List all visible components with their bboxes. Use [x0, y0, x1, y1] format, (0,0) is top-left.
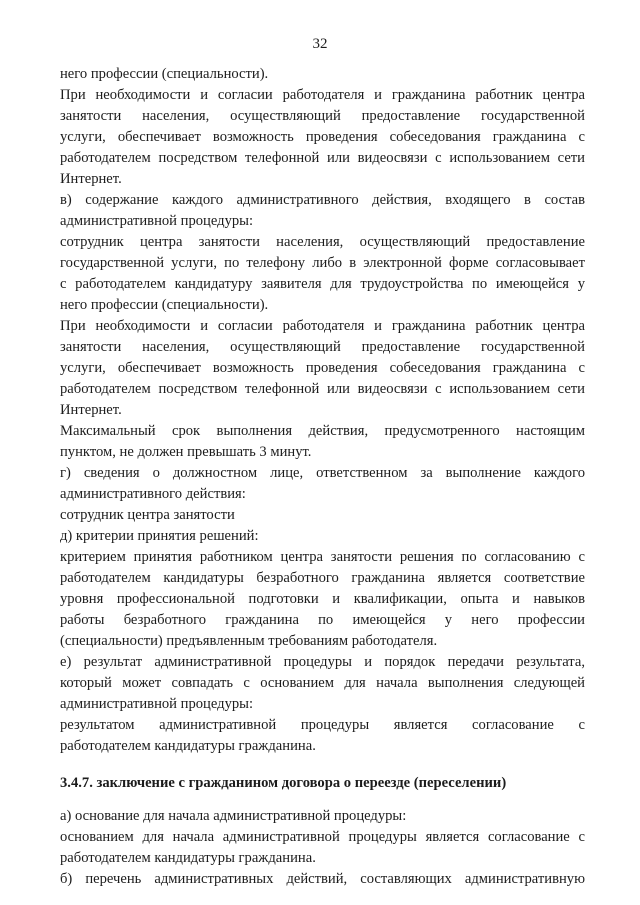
text-line: При необходимости и согласии работодателя и гражданина работник центра	[60, 87, 585, 103]
text-line: него профессии (специальности).	[60, 297, 269, 313]
text-line: пунктом, не должен превышать 3 минут.	[60, 444, 312, 460]
text-line: а) основание для начала административной процедуры:	[60, 808, 407, 824]
page-number: 32	[312, 36, 328, 52]
text-line: услуги, обеспечивает возможность проведения собеседования гражданина с	[60, 360, 585, 376]
text-line: сотрудник центра занятости населения, осуществляющий предоставление	[60, 234, 585, 250]
spacer	[60, 794, 585, 806]
text-line: Интернет.	[60, 402, 122, 418]
text-line: (специальности) предъявленным требованиям работодателя.	[60, 633, 438, 649]
text-line: услуги, обеспечивает возможность проведения собеседования гражданина с	[60, 129, 585, 145]
text-line: работодателем кандидатуры гражданина.	[60, 738, 316, 754]
text-line: административной процедуры:	[60, 696, 254, 712]
text-line: государственной услуги, по телефону либо в электронной форме согласовывает	[60, 255, 585, 271]
text-line: г) сведения о должностном лице, ответственном за выполнение каждого	[60, 465, 585, 481]
section-heading: 3.4.7. заключение с гражданином договора о переезде (переселении)	[60, 775, 507, 791]
text-line: б) перечень административных действий, составляющих административную	[60, 871, 585, 887]
text-line: него профессии (специальности).	[60, 66, 269, 82]
text-line: критерием принятия работником центра занятости решения по согласованию с	[60, 549, 585, 565]
text-line: с работодателем кандидатуру заявителя для трудоустройства по имеющейся у	[60, 276, 585, 292]
text-line: работодателем посредством телефонной или видеосвязи с использованием сети	[60, 381, 585, 397]
paragraph-block-1	[60, 64, 585, 757]
document-body	[60, 64, 585, 890]
text-line: е) результат административной процедуры и порядок передачи результата,	[60, 654, 585, 670]
text-line: При необходимости и согласии работодателя и гражданина работник центра	[60, 318, 585, 334]
text-line: работодателем кандидатуры безработного гражданина является соответствие	[60, 570, 585, 586]
text-line: занятости населения, осуществляющий предоставление государственной	[60, 108, 585, 124]
text-line: работы безработного гражданина по имеющейся у него профессии	[60, 612, 585, 628]
text-line: работодателем посредством телефонной или видеосвязи с использованием сети	[60, 150, 585, 166]
text-line: д) критерии принятия решений:	[60, 528, 259, 544]
text-line: работодателем кандидатуры гражданина.	[60, 850, 316, 866]
text-line: который может совпадать с основанием для начала выполнения следующей	[60, 675, 585, 691]
text-line: Интернет.	[60, 171, 122, 187]
text-line: уровня профессиональной подготовки и квалификации, опыта и навыков	[60, 591, 585, 607]
text-line: административной процедуры:	[60, 213, 254, 229]
spacer	[60, 757, 585, 773]
text-line: занятости населения, осуществляющий предоставление государственной	[60, 339, 585, 355]
paragraph-block-2	[60, 806, 585, 890]
text-line: в) содержание каждого административного действия, входящего в состав	[60, 192, 585, 208]
text-line: сотрудник центра занятости	[60, 507, 235, 523]
text-line: основанием для начала административной процедуры является согласование с	[60, 829, 585, 845]
text-line: административного действия:	[60, 486, 246, 502]
text-line: результатом административной процедуры является согласование с	[60, 717, 585, 733]
text-line: Максимальный срок выполнения действия, предусмотренного настоящим	[60, 423, 585, 439]
